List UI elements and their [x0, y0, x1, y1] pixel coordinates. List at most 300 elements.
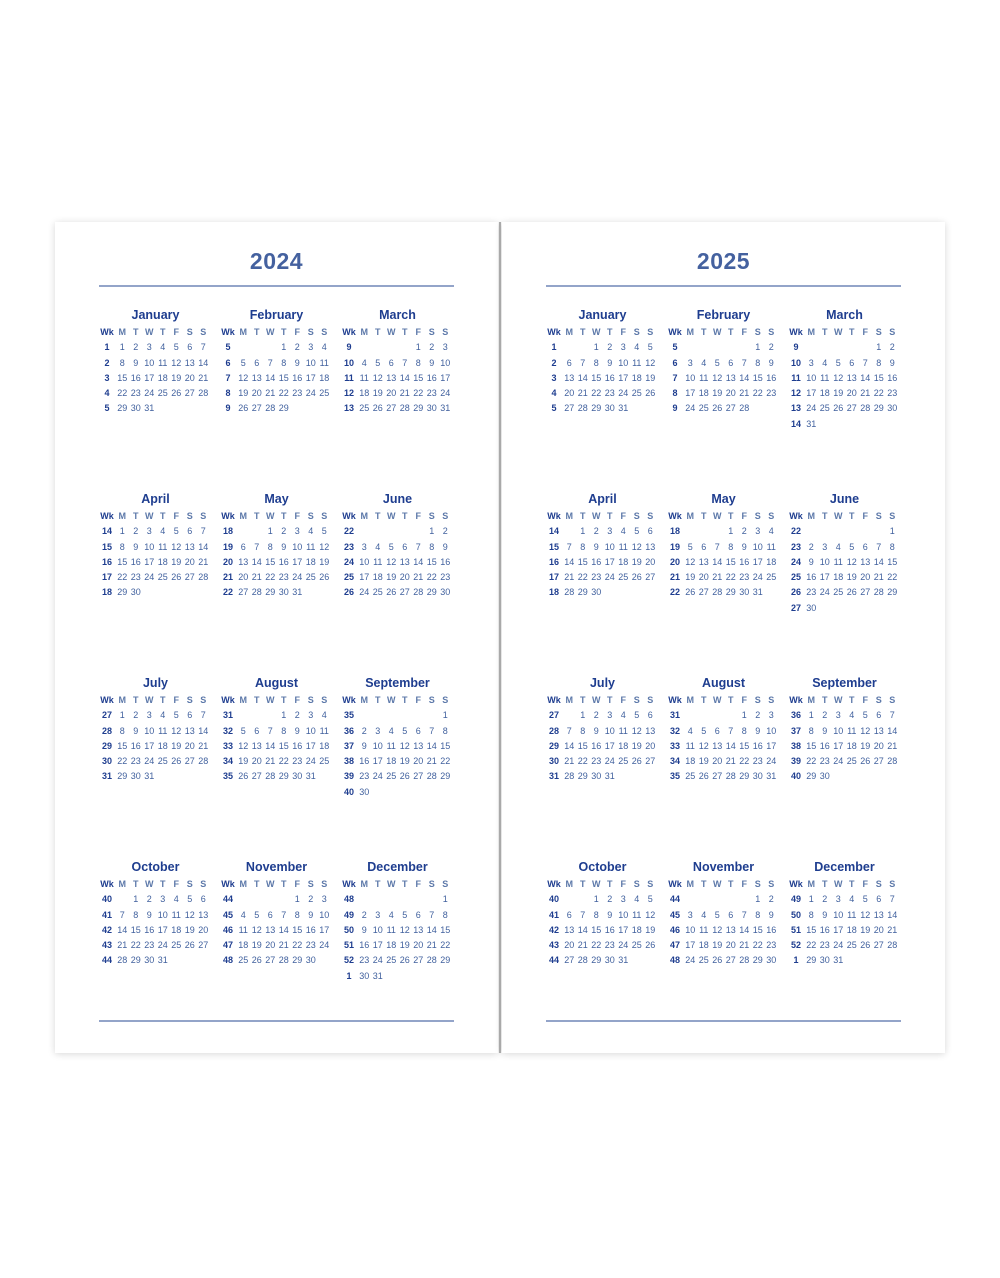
- day-cell: 8: [741, 725, 747, 736]
- day-cell: 19: [631, 740, 642, 751]
- day-cell: 23: [591, 572, 602, 583]
- day-header-cell: S: [633, 879, 640, 889]
- day-cell: 13: [698, 556, 709, 567]
- day-cell: 11: [766, 541, 776, 552]
- day-header-cell: S: [889, 695, 896, 705]
- day-cell: 28: [887, 940, 898, 951]
- day-cell: 24: [319, 940, 330, 951]
- day-cell: 12: [631, 725, 642, 736]
- day-cell: 19: [631, 556, 642, 567]
- day-cell: 9: [741, 541, 747, 552]
- day-cell: 25: [819, 403, 830, 414]
- day-cell: [805, 340, 819, 355]
- day-cell: 2: [442, 526, 448, 537]
- month-title: September: [812, 676, 877, 690]
- day-header-cell: W: [713, 879, 722, 889]
- week-number: 49: [343, 909, 354, 920]
- week-column-header: Wk: [547, 511, 561, 521]
- day-cell: 7: [200, 526, 206, 537]
- day-cell: 14: [399, 372, 410, 383]
- week-number: 33: [669, 740, 680, 751]
- day-cell: 12: [685, 556, 696, 567]
- week-column-header: Wk: [668, 327, 682, 337]
- day-cell: 3: [607, 526, 613, 537]
- day-header-cell: W: [592, 511, 601, 521]
- day-cell: 25: [846, 756, 857, 767]
- day-cell: 6: [402, 541, 408, 552]
- day-cell: 21: [860, 388, 871, 399]
- day-header-cell: M: [360, 879, 368, 889]
- day-cell: 21: [739, 388, 750, 399]
- day-cell: 16: [819, 924, 830, 935]
- day-cell: 6: [254, 357, 260, 368]
- day-cell: [170, 585, 184, 600]
- day-cell: 25: [305, 572, 316, 583]
- day-cell: 9: [607, 357, 613, 368]
- day-cell: 6: [187, 342, 193, 353]
- day-cell: 14: [564, 740, 575, 751]
- day-cell: 26: [171, 572, 182, 583]
- day-cell: 1: [281, 342, 287, 353]
- day-cell: 29: [806, 771, 817, 782]
- day-cell: 4: [388, 909, 394, 920]
- day-cell: [603, 585, 617, 600]
- day-cell: 22: [278, 388, 289, 399]
- day-cell: 6: [267, 909, 273, 920]
- week-column-header: Wk: [789, 695, 803, 705]
- day-cell: 11: [618, 541, 628, 552]
- day-cell: 26: [171, 388, 182, 399]
- day-cell: 10: [685, 924, 696, 935]
- day-cell: 5: [375, 357, 381, 368]
- week-column-header: Wk: [789, 879, 803, 889]
- day-header-cell: F: [862, 511, 868, 521]
- week-number: 27: [790, 602, 801, 613]
- day-header-cell: M: [118, 511, 126, 521]
- day-cell: 16: [806, 572, 817, 583]
- day-cell: 11: [319, 357, 329, 368]
- day-cell: 25: [386, 771, 397, 782]
- day-cell: 9: [281, 541, 287, 552]
- day-cell: 14: [265, 372, 276, 383]
- day-cell: 17: [618, 372, 629, 383]
- day-cell: 23: [806, 587, 817, 598]
- day-cell: 23: [130, 756, 141, 767]
- day-cell: 1: [580, 710, 586, 721]
- day-cell: 13: [265, 924, 276, 935]
- day-cell: 25: [386, 955, 397, 966]
- day-cell: 25: [618, 756, 629, 767]
- week-number: 15: [548, 541, 559, 552]
- day-cell: 6: [728, 909, 734, 920]
- week-column-header: Wk: [342, 695, 356, 705]
- day-cell: [398, 340, 412, 355]
- week-number: 13: [790, 403, 801, 414]
- day-cell: 28: [860, 403, 871, 414]
- top-rule-right: [546, 285, 901, 287]
- day-cell: 29: [292, 955, 303, 966]
- day-header-cell: T: [254, 327, 260, 337]
- week-number: 40: [101, 894, 112, 905]
- day-header-cell: F: [620, 695, 626, 705]
- day-cell: 16: [278, 556, 289, 567]
- week-number: 48: [222, 955, 233, 966]
- day-header-cell: S: [200, 511, 207, 521]
- day-cell: 17: [819, 572, 830, 583]
- day-cell: 9: [822, 725, 828, 736]
- day-cell: 17: [292, 556, 303, 567]
- day-cell: 23: [359, 955, 370, 966]
- day-cell: [237, 524, 251, 539]
- day-cell: 15: [278, 372, 289, 383]
- day-cell: 10: [833, 725, 844, 736]
- day-cell: 26: [399, 955, 410, 966]
- month-table: [341, 325, 455, 417]
- day-header-cell: M: [565, 511, 573, 521]
- day-cell: 24: [292, 572, 303, 583]
- day-cell: 28: [577, 955, 588, 966]
- day-cell: 26: [399, 771, 410, 782]
- day-cell: 4: [822, 357, 828, 368]
- day-cell: 13: [860, 556, 871, 567]
- day-header-cell: T: [281, 695, 287, 705]
- day-cell: 22: [739, 756, 750, 767]
- day-cell: 8: [119, 357, 125, 368]
- day-cell: 6: [566, 357, 572, 368]
- day-cell: 15: [117, 372, 128, 383]
- day-cell: [630, 401, 644, 416]
- day-cell: 21: [577, 940, 588, 951]
- day-cell: 27: [725, 955, 736, 966]
- day-cell: 9: [294, 725, 300, 736]
- day-cell: 29: [117, 587, 128, 598]
- day-cell: 26: [631, 756, 642, 767]
- top-rule-left: [99, 285, 454, 287]
- day-cell: 4: [701, 909, 707, 920]
- day-cell: 18: [171, 924, 182, 935]
- day-header-cell: W: [387, 695, 396, 705]
- day-cell: 17: [372, 756, 383, 767]
- day-cell: 4: [634, 342, 640, 353]
- day-cell: 6: [876, 710, 882, 721]
- day-cell: 2: [133, 526, 139, 537]
- day-cell: 27: [564, 403, 575, 414]
- day-cell: 31: [618, 955, 629, 966]
- day-header-cell: F: [294, 879, 300, 889]
- day-cell: 27: [725, 403, 736, 414]
- day-cell: 26: [251, 955, 262, 966]
- day-cell: 1: [267, 526, 273, 537]
- day-cell: 21: [739, 940, 750, 951]
- week-number: 7: [225, 372, 231, 383]
- day-cell: 3: [308, 342, 314, 353]
- day-cell: 3: [375, 909, 381, 920]
- day-cell: 12: [712, 372, 723, 383]
- day-header-cell: M: [565, 327, 573, 337]
- day-cell: [358, 524, 372, 539]
- day-cell: 19: [171, 740, 182, 751]
- day-cell: 11: [847, 909, 857, 920]
- day-header-cell: F: [741, 511, 747, 521]
- week-number: 48: [343, 894, 354, 905]
- day-cell: [197, 401, 211, 416]
- day-cell: 27: [251, 403, 262, 414]
- day-cell: 20: [238, 572, 249, 583]
- day-cell: [237, 892, 251, 907]
- week-number: 14: [548, 526, 559, 537]
- week-number: 30: [101, 756, 112, 767]
- day-cell: 12: [698, 740, 709, 751]
- day-cell: 12: [372, 372, 383, 383]
- day-cell: 22: [117, 388, 128, 399]
- day-cell: 24: [144, 572, 155, 583]
- day-cell: 31: [440, 403, 451, 414]
- month-june-2025: [788, 492, 902, 616]
- day-header-cell: S: [768, 695, 775, 705]
- day-cell: 18: [386, 940, 397, 951]
- day-cell: 27: [873, 756, 884, 767]
- day-cell: 30: [739, 587, 750, 598]
- day-cell: 4: [308, 526, 314, 537]
- day-cell: 7: [402, 357, 408, 368]
- week-number: 9: [225, 403, 231, 414]
- week-number: 52: [790, 940, 801, 951]
- day-cell: 12: [712, 924, 723, 935]
- day-cell: 25: [631, 940, 642, 951]
- day-header-cell: T: [580, 695, 586, 705]
- day-cell: [886, 953, 900, 968]
- day-cell: 15: [806, 924, 817, 935]
- week-number: 26: [790, 587, 801, 598]
- week-number: 43: [101, 940, 112, 951]
- day-cell: 17: [685, 388, 696, 399]
- day-cell: 30: [766, 955, 777, 966]
- week-number: 40: [790, 771, 801, 782]
- day-cell: 27: [698, 587, 709, 598]
- day-cell: [264, 340, 278, 355]
- day-cell: 5: [173, 526, 179, 537]
- day-cell: 8: [755, 357, 761, 368]
- day-header-cell: M: [807, 511, 815, 521]
- day-cell: 19: [712, 940, 723, 951]
- week-number: 19: [222, 541, 233, 552]
- day-cell: 26: [712, 955, 723, 966]
- day-cell: [183, 401, 197, 416]
- week-column-header: Wk: [100, 327, 114, 337]
- day-cell: 14: [198, 357, 209, 368]
- day-cell: [439, 969, 453, 984]
- day-cell: 29: [117, 403, 128, 414]
- day-cell: 11: [685, 740, 695, 751]
- day-cell: 1: [415, 342, 421, 353]
- day-cell: 3: [808, 357, 814, 368]
- day-cell: 8: [593, 909, 599, 920]
- day-cell: [684, 524, 698, 539]
- day-cell: 20: [564, 388, 575, 399]
- day-header-cell: T: [254, 695, 260, 705]
- day-cell: 21: [198, 556, 209, 567]
- day-cell: 23: [292, 756, 303, 767]
- week-number: 23: [790, 541, 801, 552]
- week-number: 29: [101, 740, 112, 751]
- day-cell: 4: [768, 526, 774, 537]
- day-cell: 9: [361, 740, 367, 751]
- day-cell: 12: [238, 372, 249, 383]
- day-cell: 2: [607, 342, 613, 353]
- week-number: 51: [343, 940, 354, 951]
- week-number: 45: [669, 909, 680, 920]
- day-cell: [277, 892, 291, 907]
- day-header-cell: T: [822, 879, 828, 889]
- day-cell: 23: [292, 388, 303, 399]
- week-column-header: Wk: [342, 879, 356, 889]
- day-cell: 14: [887, 909, 898, 920]
- day-cell: 19: [238, 388, 249, 399]
- month-table: [546, 325, 660, 417]
- day-header-cell: T: [822, 695, 828, 705]
- day-cell: 15: [591, 924, 602, 935]
- day-cell: 9: [442, 541, 448, 552]
- day-cell: 24: [372, 771, 383, 782]
- day-cell: [398, 708, 412, 723]
- day-cell: 24: [685, 955, 696, 966]
- day-cell: 27: [846, 403, 857, 414]
- day-cell: 1: [808, 710, 814, 721]
- day-cell: 2: [294, 710, 300, 721]
- week-number: 31: [222, 710, 233, 721]
- day-header-cell: M: [807, 327, 815, 337]
- day-cell: [250, 708, 264, 723]
- day-cell: 13: [238, 556, 249, 567]
- day-cell: 23: [591, 756, 602, 767]
- day-header-cell: S: [442, 695, 449, 705]
- day-cell: 11: [820, 372, 830, 383]
- day-cell: 18: [685, 756, 696, 767]
- day-cell: 3: [768, 710, 774, 721]
- day-cell: 6: [728, 357, 734, 368]
- month-title: May: [711, 492, 736, 506]
- day-cell: 15: [292, 924, 303, 935]
- day-cell: [156, 769, 170, 784]
- day-cell: 14: [564, 556, 575, 567]
- day-cell: 14: [860, 372, 871, 383]
- day-cell: 19: [399, 940, 410, 951]
- day-header-cell: T: [822, 511, 828, 521]
- day-cell: 11: [632, 909, 642, 920]
- day-cell: 30: [292, 771, 303, 782]
- day-cell: 14: [251, 556, 262, 567]
- week-number: 5: [225, 342, 231, 353]
- day-header-cell: F: [173, 327, 179, 337]
- week-number: 18: [669, 526, 680, 537]
- day-cell: 22: [577, 756, 588, 767]
- day-cell: 9: [889, 357, 895, 368]
- day-cell: 17: [305, 372, 316, 383]
- day-cell: 23: [819, 940, 830, 951]
- day-cell: [385, 708, 399, 723]
- day-cell: 30: [806, 602, 817, 613]
- day-cell: 15: [739, 740, 750, 751]
- day-header-cell: T: [607, 511, 613, 521]
- day-cell: 2: [593, 710, 599, 721]
- day-cell: 2: [889, 342, 895, 353]
- day-cell: 18: [698, 388, 709, 399]
- day-cell: 6: [415, 725, 421, 736]
- day-cell: [711, 524, 725, 539]
- week-number: 17: [101, 572, 112, 583]
- day-cell: 20: [564, 940, 575, 951]
- day-cell: [765, 585, 779, 600]
- day-cell: [563, 340, 577, 355]
- day-cell: 17: [372, 940, 383, 951]
- day-cell: 5: [835, 357, 841, 368]
- day-cell: 1: [876, 342, 882, 353]
- day-cell: 27: [265, 955, 276, 966]
- day-header-cell: T: [822, 327, 828, 337]
- day-cell: [197, 953, 211, 968]
- day-cell: 20: [645, 740, 656, 751]
- day-cell: [156, 401, 170, 416]
- day-cell: 16: [144, 924, 155, 935]
- day-cell: 8: [580, 541, 586, 552]
- day-header-cell: M: [686, 327, 694, 337]
- day-cell: [859, 340, 873, 355]
- day-cell: 13: [725, 372, 736, 383]
- day-cell: [845, 417, 859, 432]
- day-cell: 9: [822, 909, 828, 920]
- day-header-cell: S: [307, 695, 314, 705]
- week-number: 24: [790, 556, 801, 567]
- day-cell: 7: [119, 909, 125, 920]
- day-cell: 8: [808, 909, 814, 920]
- day-cell: 9: [361, 924, 367, 935]
- week-number: 5: [104, 403, 110, 414]
- day-cell: 14: [426, 924, 437, 935]
- day-cell: 2: [133, 710, 139, 721]
- day-cell: 21: [198, 372, 209, 383]
- day-cell: 24: [618, 388, 629, 399]
- day-cell: 22: [752, 940, 763, 951]
- day-cell: [872, 769, 886, 784]
- day-cell: 30: [130, 587, 141, 598]
- day-cell: 6: [388, 357, 394, 368]
- day-cell: 10: [144, 725, 155, 736]
- day-cell: 2: [361, 725, 367, 736]
- day-cell: 29: [752, 955, 763, 966]
- day-cell: [425, 969, 439, 984]
- week-number: 11: [344, 372, 354, 383]
- day-cell: 24: [685, 403, 696, 414]
- day-cell: 18: [631, 924, 642, 935]
- day-header-cell: S: [321, 879, 328, 889]
- month-march-2024: [341, 308, 455, 417]
- day-cell: 1: [593, 894, 599, 905]
- day-cell: 22: [413, 388, 424, 399]
- day-cell: 25: [766, 572, 777, 583]
- week-number: 51: [790, 924, 801, 935]
- week-number: 32: [669, 725, 680, 736]
- day-cell: 2: [808, 541, 814, 552]
- week-number: 46: [222, 924, 233, 935]
- day-cell: 29: [278, 403, 289, 414]
- day-cell: 21: [577, 388, 588, 399]
- day-cell: 30: [359, 970, 370, 981]
- day-header-cell: T: [580, 327, 586, 337]
- day-cell: 5: [402, 725, 408, 736]
- day-cell: 18: [846, 740, 857, 751]
- week-column-header: Wk: [221, 879, 235, 889]
- day-cell: 20: [725, 388, 736, 399]
